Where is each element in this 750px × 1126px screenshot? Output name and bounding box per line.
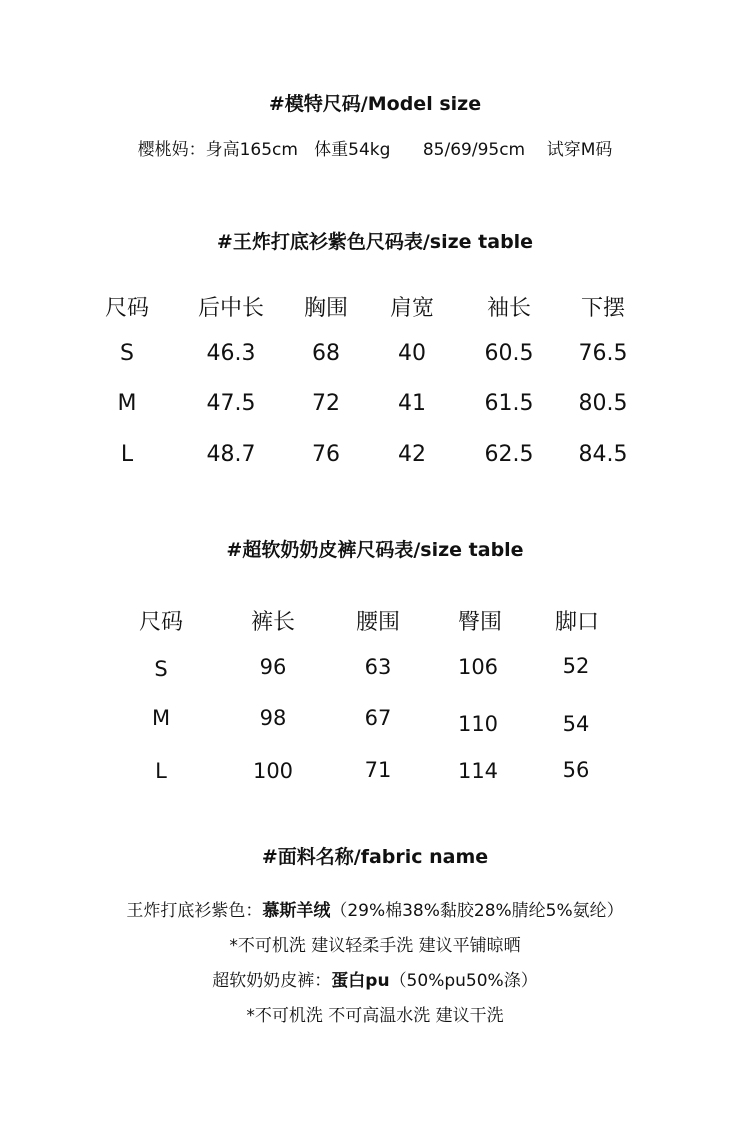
- pants-header-size: 尺码: [138, 610, 183, 635]
- top-header-shoulder: 肩宽: [389, 296, 434, 321]
- fabric-top-care: *不可机洗 建议轻柔手洗 建议平铺晾晒: [229, 936, 521, 956]
- top-table-heading: #王炸打底衫紫色尺码表/size table: [216, 231, 534, 253]
- top-header-chest: 胸围: [303, 296, 348, 321]
- top-cell: L: [120, 442, 134, 467]
- fabric-top-detail: （29%棉38%黏胶28%腈纶5%氨纶）: [330, 901, 624, 921]
- model-size-heading: #模特尺码/Model size: [268, 93, 482, 115]
- pants-cell: 54: [562, 712, 590, 736]
- pants-cell: 110: [457, 712, 499, 736]
- top-header-sleeve: 袖长: [486, 296, 531, 321]
- top-cell: 62.5: [484, 442, 534, 467]
- top-header-back-length: 后中长: [197, 296, 264, 321]
- pants-cell: 114: [457, 759, 499, 783]
- top-cell: 72: [312, 391, 340, 416]
- pants-cell: 71: [364, 758, 392, 782]
- pants-header-hip: 臀围: [457, 610, 502, 635]
- top-cell: S: [120, 341, 134, 366]
- pants-header-length: 裤长: [250, 610, 295, 635]
- pants-header-waist: 腰围: [355, 610, 400, 635]
- top-cell: M: [117, 391, 137, 416]
- top-cell: 84.5: [578, 442, 628, 467]
- pants-cell: 56: [562, 758, 590, 782]
- top-header-size: 尺码: [104, 296, 149, 321]
- pants-cell: S: [154, 657, 168, 681]
- fabric-pants-detail: （50%pu50%涤）: [389, 971, 538, 991]
- fabric-top-name: 慕斯羊绒: [262, 901, 331, 921]
- top-cell: 47.5: [206, 391, 256, 416]
- fabric-pants-prefix: 超软奶奶皮裤：: [212, 971, 332, 991]
- pants-cell: 96: [259, 655, 287, 679]
- fabric-heading: #面料名称/fabric name: [261, 846, 489, 868]
- top-cell: 48.7: [206, 442, 256, 467]
- pants-cell: 52: [562, 654, 590, 678]
- fabric-pants-name: 蛋白pu: [331, 971, 390, 991]
- pants-cell: L: [155, 759, 167, 783]
- fabric-top-line: [0, 896, 750, 921]
- pants-cell: 100: [252, 759, 294, 783]
- top-cell: 40: [398, 341, 426, 366]
- top-cell: 76.5: [578, 341, 628, 366]
- pants-table-heading: #超软奶奶皮裤尺码表/size table: [226, 539, 524, 561]
- fabric-pants-care: *不可机洗 不可高温水洗 建议干洗: [246, 1006, 504, 1026]
- model-info: 樱桃妈：身高165cm 体重54kg 85/69/95cm 试穿M码: [137, 140, 613, 160]
- fabric-pants-line: [0, 966, 750, 991]
- top-header-hem: 下摆: [580, 296, 625, 321]
- top-cell: 80.5: [578, 391, 628, 416]
- pants-cell: 106: [457, 655, 499, 679]
- top-cell: 60.5: [484, 341, 534, 366]
- fabric-top-prefix: 王炸打底衫紫色：: [126, 901, 263, 921]
- top-cell: 42: [398, 442, 426, 467]
- pants-cell: 98: [259, 706, 287, 730]
- pants-cell: 67: [364, 706, 392, 730]
- pants-cell: 63: [364, 655, 392, 679]
- top-cell: 46.3: [206, 341, 256, 366]
- top-cell: 61.5: [484, 391, 534, 416]
- top-cell: 41: [398, 391, 426, 416]
- pants-cell: M: [151, 706, 171, 730]
- pants-header-leg-opening: 脚口: [554, 610, 599, 635]
- top-cell: 68: [312, 341, 340, 366]
- top-cell: 76: [312, 442, 340, 467]
